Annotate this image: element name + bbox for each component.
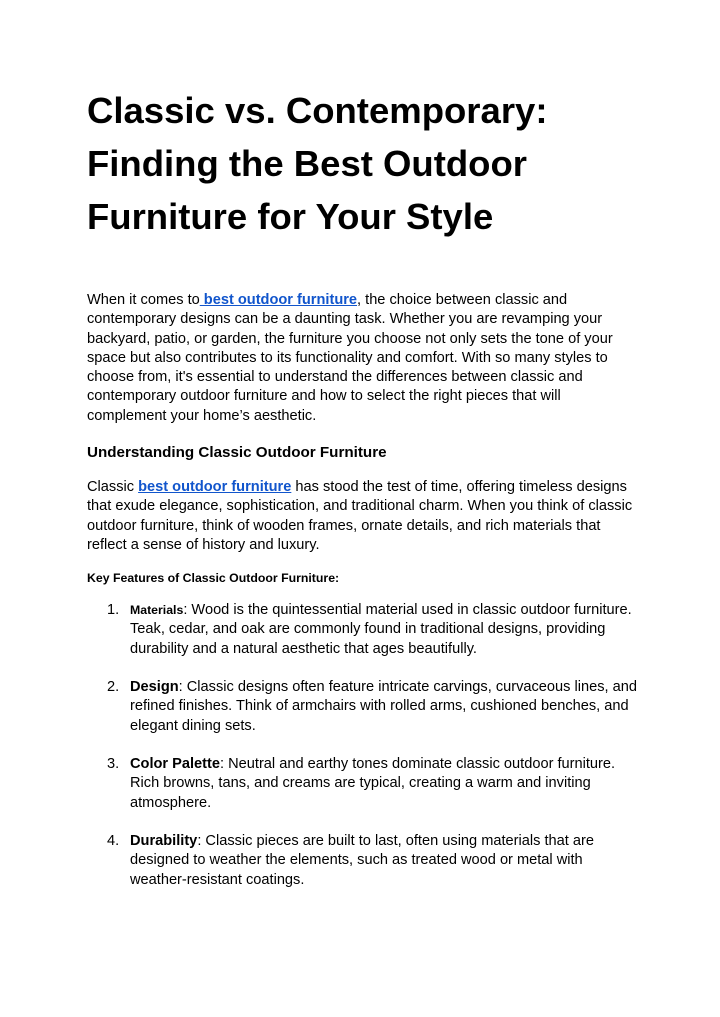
list-item-term: Design: [130, 679, 179, 695]
section-link[interactable]: best outdoor furniture: [138, 479, 292, 495]
list-item-term: Materials: [130, 603, 184, 617]
list-number: 2.: [107, 679, 120, 695]
list-item-text: : Classic pieces are built to last, often using materials that are designed to weather the elements, such as treated wood or metal with weather-resistant coatings.: [130, 833, 594, 888]
list-item-text: : Classic designs often feature intricate carvings, curvaceous lines, and refined finishes. Think of armchairs with rolled arms, cushioned benches, and elegant dining sets.: [130, 679, 637, 734]
intro-link[interactable]: best outdoor furniture: [199, 292, 358, 308]
section-text-start: Classic: [87, 479, 139, 495]
intro-paragraph: [87, 291, 643, 426]
list-item-term: Color Palette: [130, 756, 221, 772]
list-item-body: [130, 678, 637, 736]
intro-text-start: When it comes to: [87, 292, 200, 308]
section-paragraph: [87, 478, 643, 555]
list-number: 4.: [107, 833, 120, 849]
section-text-end: has stood the test of time, offering timeless designs that exude elegance, sophistication, and traditional charm. When you think of classic outdoor furniture, think of wooden frames, ornate details, and rich materials that reflect a sense of history and luxury.: [87, 479, 633, 553]
list-item-body: [130, 755, 637, 813]
list-item-text: : Neutral and earthy tones dominate classic outdoor furniture. Rich browns, tans, and creams are typical, creating a warm and inviting atmosphere.: [130, 756, 616, 811]
list-item-term: Durability: [130, 833, 198, 849]
features-heading: Key Features of Classic Outdoor Furniture:: [87, 571, 340, 585]
section-heading: Understanding Classic Outdoor Furniture: [87, 444, 387, 461]
list-item-body: [130, 832, 637, 890]
list-number: 3.: [107, 756, 120, 772]
page-title: Classic vs. Contemporary: Finding the Best Outdoor Furniture for Your Style: [87, 90, 548, 237]
list-number: 1.: [107, 602, 120, 618]
intro-text-end: , the choice between classic and contemporary designs can be a daunting task. Whether you are revamping your backyard, patio, or garden, the furniture you choose not only sets the tone of your space but also contributes to its functionality and comfort. With so many styles to choose from, it's essential to understand the differences between classic and contemporary outdoor furniture and how to select the right pieces that will complement your home’s aesthetic.: [87, 292, 613, 424]
list-item-text: : Wood is the quintessential material used in classic outdoor furniture. Teak, cedar, and oak are commonly found in traditional designs, providing durability and a natural aesthetic that ages beautifully.: [130, 602, 632, 657]
list-item-body: [130, 601, 637, 659]
